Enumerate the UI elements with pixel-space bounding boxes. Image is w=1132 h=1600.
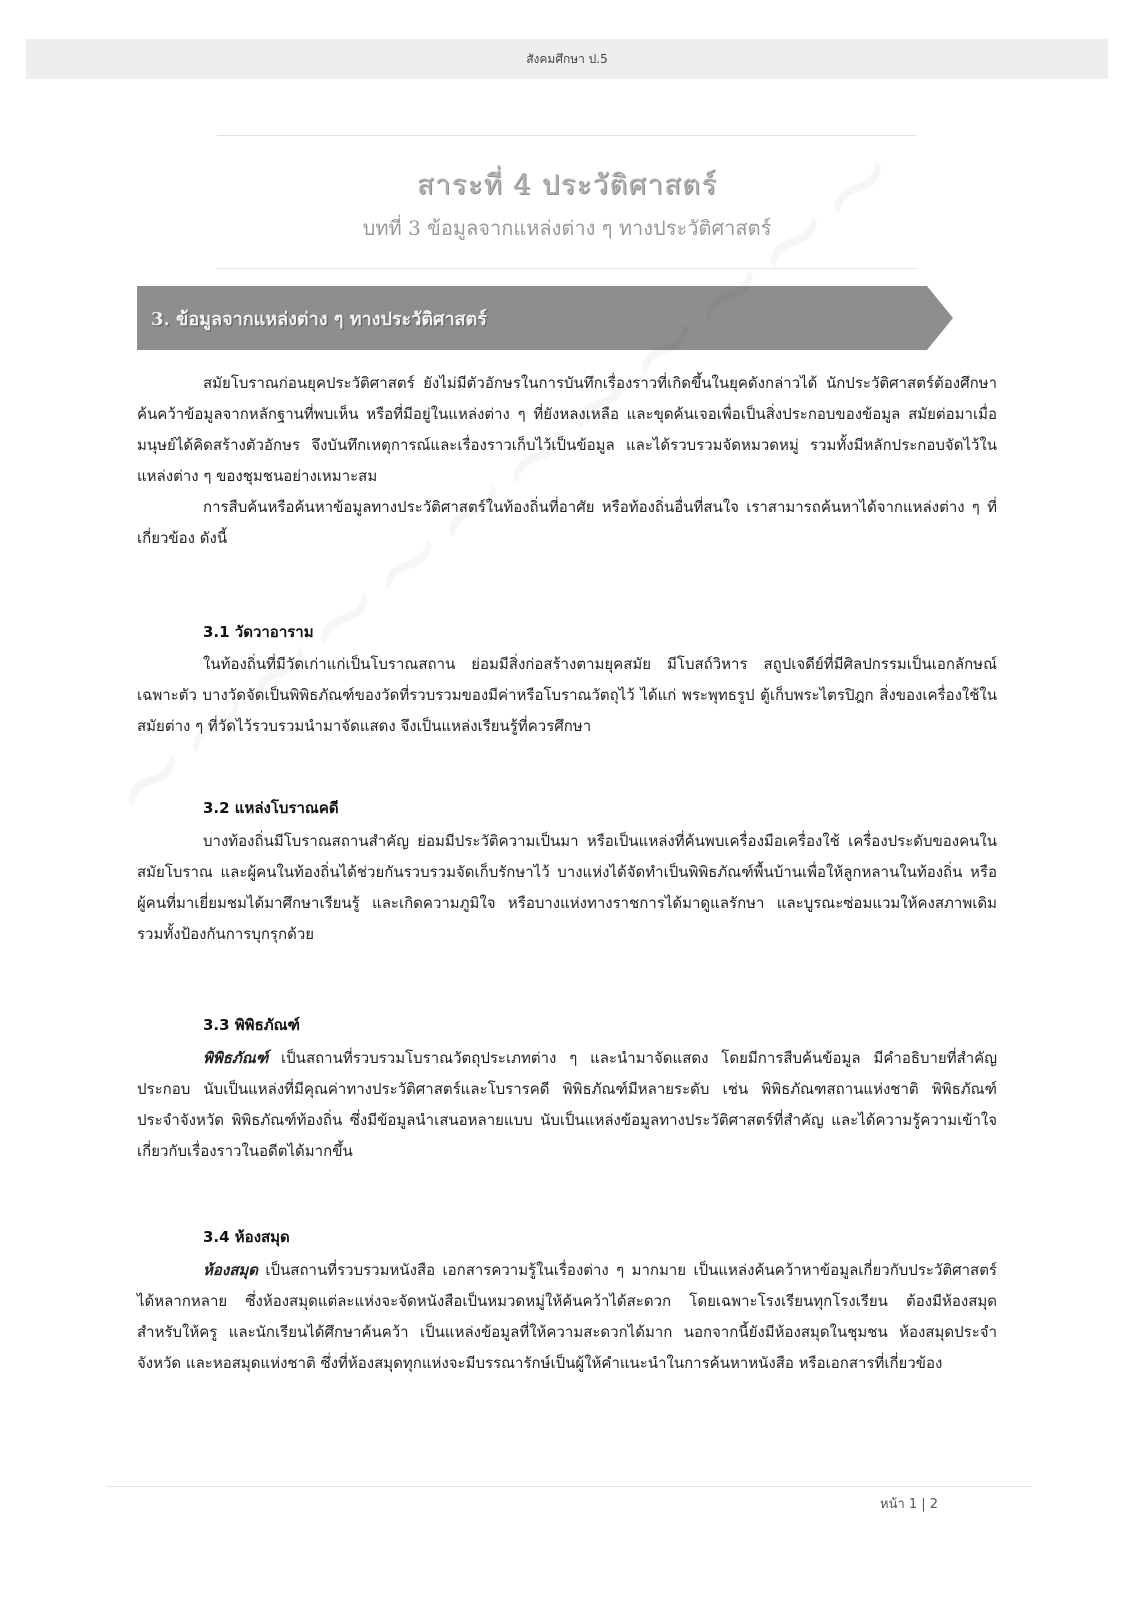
section-temples	[137, 649, 997, 742]
section-temples-body: ในท้องถิ่นที่มีวัดเก่าแก่เป็นโบราณสถาน ย่อมมีสิ่งก่อสร้างตามยุคสมัย มีโบสถ์วิหาร สถูปเจดีย์ที่มีศิลปกรรมเป็นเอกลักษณ์เฉพาะตัว บางวัดจัดเป็นพิพิธภัณฑ์ของวัดที่รวบรวมของมีค่าหรือโบราณวัตถุไว้ ได้แก่ พระพุทธรูป ตู้เก็บพระไตรปิฎก สิ่งของเครื่องใช้ในสมัยต่าง ๆ ที่วัดไว้รวบรวมนำมาจัดแสดง จึงเป็นแหล่งเรียนรู้ที่ควรศึกษา	[137, 655, 997, 735]
section-banner	[137, 286, 973, 350]
section-library-body: เป็นสถานที่รวบรวมหนังสือ เอกสารความรู้ในเรื่องต่าง ๆ มากมาย เป็นแหล่งค้นคว้าหาข้อมูลเกี่ยวกับประวัติศาสตร์ได้หลากหลาย ซึ่งห้องสมุดแต่ละแห่งจะจัดหนังสือเป็นหมวดหมู่ให้ค้นคว้าได้สะดวก โดยเฉพาะโรงเรียนทุกโรงเรียน ต้องมีห้องสมุดสำหรับให้ครู และนักเรียนได้ศึกษาค้นคว้า เป็นแหล่งข้อมูลที่ให้ความสะดวกได้มาก นอกจากนี้ยังมีห้องสมุดในชุมชน ห้องสมุดประจำจังหวัด และหอสมุดแห่งชาติ ซึ่งที่ห้องสมุดทุกแห่งจะมีบรรณารักษ์เป็นผู้ให้คำแนะนำในการค้นหาหนังสือ หรือเอกสารที่เกี่ยวข้อง	[137, 1261, 997, 1372]
running-header	[26, 39, 1108, 79]
section-heading-museum: 3.3 พิพิธภัณฑ์	[203, 1016, 300, 1034]
section-heading-library: 3.4 ห้องสมุด	[203, 1228, 290, 1246]
page-title: สาระที่ 4 ประวัติศาสตร์	[416, 168, 718, 201]
library-lead-term: ห้องสมุด	[203, 1261, 259, 1279]
page-number: หน้า 1 | 2	[880, 1497, 939, 1512]
section-heading-archaeology: 3.2 แหล่งโบราณคดี	[203, 799, 339, 817]
museum-lead-term: พิพิธภัณฑ์	[203, 1049, 269, 1067]
section-archaeology	[137, 826, 997, 950]
title-bottom-rule	[217, 268, 917, 269]
section-museum-body: เป็นสถานที่รวบรวมโบราณวัตถุประเภทต่าง ๆ และนำมาจัดแสดง โดยมีการสืบค้นข้อมูล มีคำอธิบายที่สำคัญประกอบ นับเป็นแหล่งที่มีคุณค่าทางประวัติศาสตร์และโบรารคดี พิพิธภัณฑ์มีหลายระดับ เช่น พิพิธภัณฑสถานแห่งชาติ พิพิธภัณฑ์ประจำจังหวัด พิพิธภัณฑ์ท้องถิ่น ซึ่งมีข้อมูลนำเสนอหลายแบบ นับเป็นแหล่งข้อมูลทางประวัติศาสตร์ที่สำคัญ และได้ความรู้ความเข้าใจเกี่ยวกับเรื่องราวในอดีตได้มากขึ้น	[137, 1049, 997, 1160]
section-banner-title: 3. ข้อมูลจากแหล่งต่าง ๆ ทางประวัติศาสตร์	[151, 309, 487, 330]
section-museum	[137, 1043, 997, 1167]
intro-paragraph-1: สมัยโบราณก่อนยุคประวัติศาสตร์ ยังไม่มีตัวอักษรในการบันทึกเรื่องราวที่เกิดขึ้นในยุคดังกล่าวได้ นักประวัติศาสตร์ต้องศึกษาค้นคว้าข้อมูลจากหลักฐานที่พบเห็น หรือที่มีอยู่ในแหล่งต่าง ๆ ที่ยังหลงเหลือ และขุดค้นเจอเพื่อเป็นสิ่งประกอบของข้อมูล สมัยต่อมาเมื่อมนุษย์ได้คิดสร้างตัวอักษร จึงบันทึกเหตุการณ์และเรื่องราวเก็บไว้เป็นข้อมูล และได้รวบรวมจัดหมวดหมู่ รวมทั้งมีหลักประกอบจัดไว้ในแหล่งต่าง ๆ ของชุมชนอย่างเหมาะสม	[137, 374, 997, 485]
section-heading-temples: 3.1 วัดวาอาราม	[203, 623, 314, 641]
intro-text	[137, 368, 997, 554]
title-top-rule	[217, 135, 917, 136]
section-library-paragraph	[137, 1255, 997, 1379]
section-library	[137, 1255, 997, 1379]
running-header-text: สังคมศึกษา ป.5	[526, 51, 608, 66]
footer-rule	[106, 1486, 1032, 1487]
page-subtitle: บทที่ 3 ข้อมูลจากแหล่งต่าง ๆ ทางประวัติศาสตร์	[362, 216, 772, 240]
section-archaeology-body: บางท้องถิ่นมีโบราณสถานสำคัญ ย่อมมีประวัติความเป็นมา หรือเป็นแหล่งที่ค้นพบเครื่องมือเครื่องใช้ เครื่องประดับของคนในสมัยโบราณ และผู้คนในท้องถิ่นได้ช่วยกันรวบรวมจัดเก็บรักษาไว้ บางแห่งได้จัดทำเป็นพิพิธภัณฑ์พื้นบ้านเพื่อให้ลูกหลานในท้องถิ่น หรือผู้คนที่มาเยี่ยมชมได้มาศึกษาเรียนรู้ และเกิดความภูมิใจ หรือบางแห่งทางราชการได้มาดูแลรักษา และบูรณะซ่อมแวมให้คงสภาพเดิม รวมทั้งป้องกันการบุกรุกด้วย	[137, 832, 997, 943]
intro-paragraph-2: การสืบค้นหรือค้นหาข้อมูลทางประวัติศาสตร์ในท้องถิ่นที่อาศัย หรือท้องถิ่นอื่นที่สนใจ เราสามารถค้นหาได้จากแหล่งต่าง ๆ ที่เกี่ยวข้อง ดังนี้	[137, 498, 997, 547]
section-museum-paragraph	[137, 1043, 997, 1167]
